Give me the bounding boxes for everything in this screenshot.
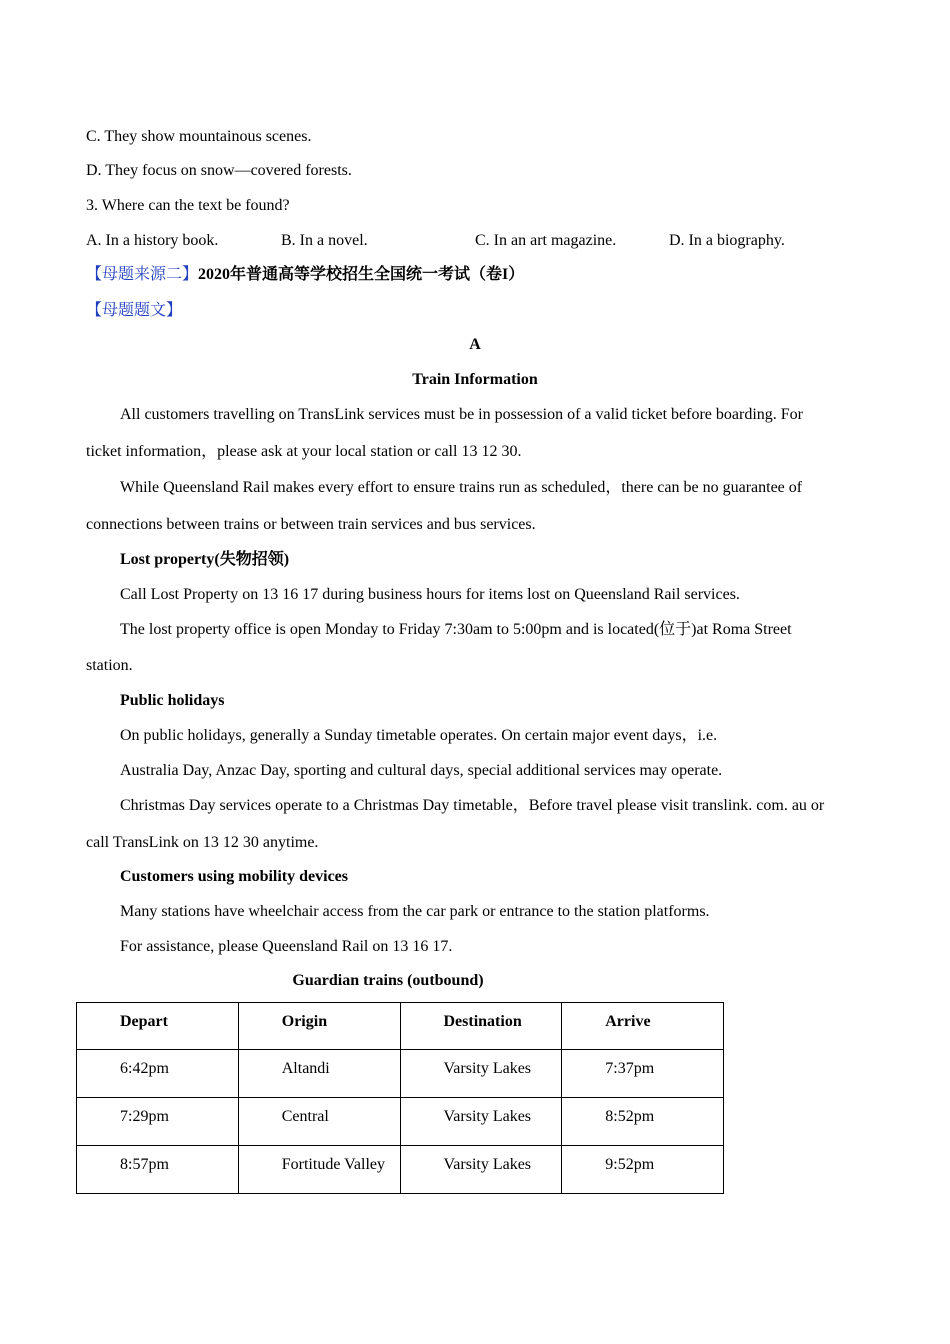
paragraph-2-line-1: While Queensland Rail makes every effort to ensure trains run as scheduled，there can be no guarantee of <box>120 479 803 496</box>
option-c: C. They show mountainous scenes. <box>86 128 312 145</box>
cell-arrive: 9:52pm <box>562 1146 724 1194</box>
passage-letter: A <box>469 336 481 353</box>
header-depart: Depart <box>77 1003 239 1050</box>
holidays-paragraph-3-line-2: call TransLink on 13 12 30 anytime. <box>86 834 319 851</box>
q3-option-d: D. In a biography. <box>669 232 785 249</box>
passage-title: Train Information <box>412 371 538 388</box>
question-3: 3. Where can the text be found? <box>86 197 290 214</box>
table-caption: Guardian trains (outbound) <box>292 972 484 989</box>
source-line <box>86 265 524 285</box>
cell-arrive: 8:52pm <box>562 1098 724 1146</box>
lost-paragraph-2-line-2: station. <box>86 657 133 674</box>
option-d: D. They focus on snow—covered forests. <box>86 162 352 179</box>
exam-title: 2020年普通高等学校招生全国统一考试（卷I） <box>198 266 525 283</box>
cell-origin: Fortitude Valley <box>238 1146 400 1194</box>
table-row <box>77 1050 724 1098</box>
paragraph-2-line-2: connections between trains or between train services and bus services. <box>86 516 536 533</box>
cell-destination: Varsity Lakes <box>400 1098 562 1146</box>
table-row <box>77 1146 724 1194</box>
holidays-paragraph-2: Australia Day, Anzac Day, sporting and cultural days, special additional services may operate. <box>120 762 723 779</box>
heading-lost-property: Lost property(失物招领) <box>120 551 290 568</box>
mobility-paragraph-1: Many stations have wheelchair access from the car park or entrance to the station platforms. <box>120 903 710 920</box>
q3-option-b: B. In a novel. <box>281 232 368 249</box>
heading-mobility: Customers using mobility devices <box>120 868 348 885</box>
cell-depart: 7:29pm <box>77 1098 239 1146</box>
cell-origin: Central <box>238 1098 400 1146</box>
table-row <box>77 1098 724 1146</box>
header-origin: Origin <box>238 1003 400 1050</box>
source-label: 【母题来源二】 <box>86 266 199 283</box>
cell-depart: 6:42pm <box>77 1050 239 1098</box>
q3-option-c: C. In an art magazine. <box>475 232 617 249</box>
lost-paragraph-2-line-1: The lost property office is open Monday to Friday 7:30am to 5:00pm and is located(位于)at Roma Street <box>120 621 792 638</box>
q3-option-a: A. In a history book. <box>86 232 219 249</box>
paragraph-1-line-2: ticket information，please ask at your local station or call 13 12 30. <box>86 443 522 460</box>
lost-paragraph-1: Call Lost Property on 13 16 17 during business hours for items lost on Queensland Rail services. <box>120 586 740 603</box>
header-arrive: Arrive <box>562 1003 724 1050</box>
cell-depart: 8:57pm <box>77 1146 239 1194</box>
header-destination: Destination <box>400 1003 562 1050</box>
train-timetable <box>76 1002 724 1194</box>
cell-destination: Varsity Lakes <box>400 1146 562 1194</box>
paragraph-1-line-1: All customers travelling on TransLink services must be in possession of a valid ticket before boarding. For <box>120 406 803 423</box>
table-header-row <box>77 1003 724 1050</box>
cell-origin: Altandi <box>238 1050 400 1098</box>
holidays-paragraph-3-line-1: Christmas Day services operate to a Christmas Day timetable，Before travel please visit translink. com. au or <box>120 797 825 814</box>
holidays-paragraph-1: On public holidays, generally a Sunday timetable operates. On certain major event days，i.e. <box>120 727 718 744</box>
cell-arrive: 7:37pm <box>562 1050 724 1098</box>
heading-public-holidays: Public holidays <box>120 692 225 709</box>
text-label: 【母题题文】 <box>86 302 183 319</box>
cell-destination: Varsity Lakes <box>400 1050 562 1098</box>
mobility-paragraph-2: For assistance, please Queensland Rail on 13 16 17. <box>120 938 453 955</box>
